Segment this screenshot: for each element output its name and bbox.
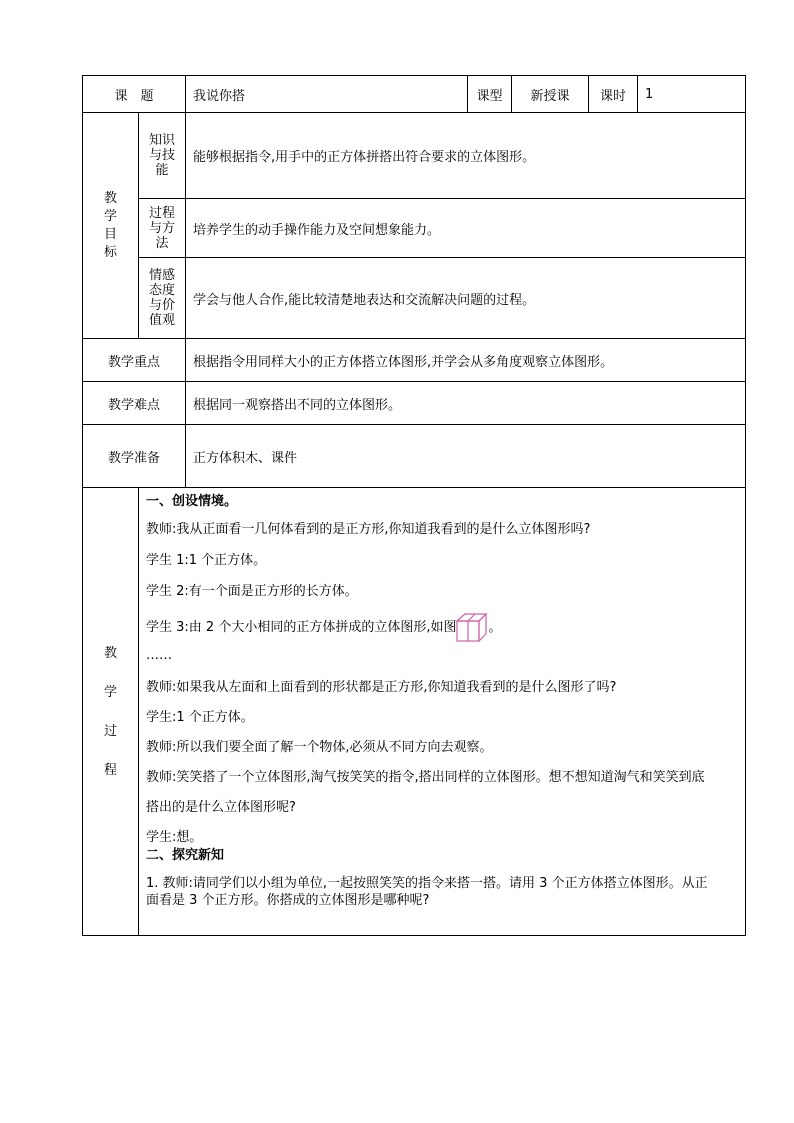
goal-row-knowledge: [83, 113, 746, 199]
goal-label-knowledge: [139, 113, 186, 199]
hours-label: 课时: [589, 76, 638, 113]
process-label: [83, 488, 139, 936]
preparation-row: [83, 425, 746, 488]
goals-label-char: 目: [103, 226, 117, 242]
goals-label-char: 教: [103, 190, 117, 206]
goal-label-line: 情感: [149, 268, 176, 283]
key-point-text: 根据指令用同样大小的正方体搭立体图形,并学会从多角度观察立体图形。: [186, 339, 746, 382]
goal-text-process: 培养学生的动手操作能力及空间想象能力。: [186, 199, 746, 258]
goal-label-process: [139, 199, 186, 258]
preparation-text: 正方体积木、课件: [186, 425, 746, 488]
preparation-label: 教学准备: [83, 425, 186, 488]
goal-text-knowledge: 能够根据指令,用手中的正方体拼搭出符合要求的立体图形。: [186, 113, 746, 199]
type-label: 课型: [468, 76, 512, 113]
process-line: 教师:所以我们要全面了解一个物体,必须从不同方向去观察。: [146, 740, 493, 755]
goal-label-line: 过程: [149, 205, 176, 221]
process-line: 教师:我从正面看一几何体看到的是正方形,你知道我看到的是什么立体图形吗?: [146, 522, 591, 537]
goals-label: [83, 113, 139, 339]
process-line: 学生 3:由 2 个大小相同的正方体拼成的立体图形,如图: [146, 620, 457, 635]
difficulty-text: 根据同一观察搭出不同的立体图形。: [186, 382, 746, 425]
process-line: 面看是 3 个正方形。你搭成的立体图形是哪种呢?: [146, 893, 430, 908]
hours-value: 1: [638, 76, 746, 113]
goal-row-attitude: [83, 258, 746, 339]
goal-label-line: 能: [155, 163, 169, 178]
goal-row-process: [83, 199, 746, 258]
goal-label-line: 知识: [149, 133, 176, 148]
process-line: 学生:1 个正方体。: [146, 710, 254, 725]
process-line: 教师:如果我从左面和上面看到的形状都是正方形,你知道我看到的是什么图形了吗?: [146, 680, 617, 695]
process-label-char: 教: [103, 645, 117, 661]
goal-label-line: 值观: [149, 313, 176, 328]
type-value: 新授课: [512, 76, 589, 113]
key-point-label: 教学重点: [83, 339, 186, 382]
goals-label-char: 学: [103, 208, 117, 224]
difficulty-row: [83, 382, 746, 425]
key-point-row: [83, 339, 746, 382]
process-line-with-figure: [146, 612, 739, 644]
topic-label: 课 题: [83, 76, 186, 113]
process-line: 学生 1:1 个正方体。: [146, 553, 267, 568]
process-line: 学生 2:有一个面是正方形的长方体。: [146, 584, 358, 599]
section-heading-1: 一、创设情境。: [146, 494, 238, 509]
ellipsis-line: ……: [146, 648, 172, 663]
lesson-plan-page: [82, 75, 745, 936]
process-line: 搭出的是什么立体图形呢?: [146, 800, 296, 815]
goals-label-char: 标: [103, 244, 117, 260]
process-line: 1. 教师:请同学们以小组为单位,一起按照笑笑的指令来搭一搭。请用 3 个正方体搭立体图形。从正: [146, 876, 708, 891]
goal-label-line: 与价: [149, 298, 176, 313]
goal-label-line: 态度: [149, 283, 176, 298]
cube-figure-icon: [456, 613, 488, 643]
topic-value: 我说你搭: [186, 76, 468, 113]
difficulty-label: 教学难点: [83, 382, 186, 425]
process-line: 。: [488, 620, 502, 635]
process-label-char: 学: [103, 684, 117, 700]
process-content: [139, 488, 746, 936]
section-heading-2: 二、探究新知: [146, 848, 225, 863]
lesson-plan-table: [82, 75, 746, 936]
goal-label-attitude: [139, 258, 186, 339]
process-label-char: 程: [103, 762, 117, 778]
process-line: 学生:想。: [146, 830, 203, 845]
goal-text-attitude: 学会与他人合作,能比较清楚地表达和交流解决问题的过程。: [186, 258, 746, 339]
header-row: [83, 76, 746, 113]
goal-label-line: 与技: [149, 148, 176, 163]
goal-label-line: 法: [155, 235, 169, 251]
goal-label-line: 与方: [149, 220, 176, 236]
process-label-char: 过: [103, 723, 117, 739]
process-row: [83, 488, 746, 936]
process-line: 教师:笑笑搭了一个立体图形,淘气按笑笑的指令,搭出同样的立体图形。想不想知道淘气和笑笑到底: [146, 770, 705, 785]
